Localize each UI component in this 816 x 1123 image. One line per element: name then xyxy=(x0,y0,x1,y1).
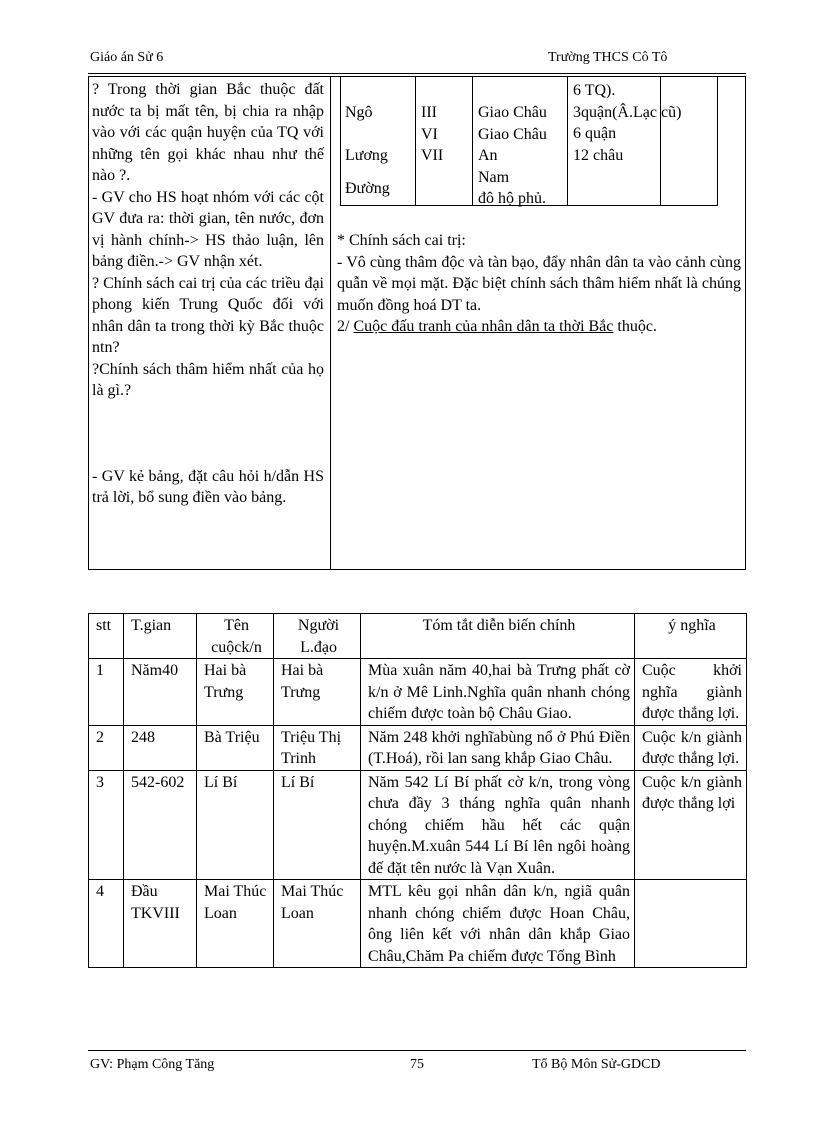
admin-units xyxy=(573,80,681,205)
country-name: đô hộ phủ. xyxy=(478,190,546,207)
admin-unit: 12 châu xyxy=(573,146,624,164)
col-name: Tên cuộck/n xyxy=(197,614,274,659)
table-row: 1 Năm40 Hai bà Trưng Hai bà Trưng Mùa xuân năm 40,hai bà Trưng phất cờ k/n ở Mê Linh.Nghĩa quân nhanh chóng chiếm được toàn bộ Châu Giao. Cuộc khởi nghĩa giành được thắng lợi. xyxy=(89,659,747,726)
col-time: T.gian xyxy=(124,614,197,659)
col-stt: stt xyxy=(89,614,124,659)
footer-right: Tổ Bộ Môn Sử-GDCD xyxy=(532,1057,661,1072)
lesson-box xyxy=(88,76,746,570)
dynasty-name: Ngô xyxy=(345,104,373,121)
policy-title: * Chính sách cai trị: xyxy=(337,232,466,249)
footer-rule xyxy=(88,1050,746,1051)
table-row: 3 542-602 Lí Bí Lí Bí Năm 542 Lí Bí phất cờ k/n, trong vòng chưa đầy 3 tháng nghĩa quân nhanh chóng chiếm hầu hết các quận huyện.M.xuân 544 Lí Bí lên ngôi hoàng đế đặt tên nước là Vạn Xuân. Cuộc k/n giành được thắng lợi xyxy=(89,770,747,880)
dynasty-table xyxy=(340,77,718,206)
century: VII xyxy=(421,147,444,164)
admin-unit: 6 quận xyxy=(573,125,617,142)
dynasty-name: Đường xyxy=(345,179,390,197)
country-names xyxy=(478,102,564,205)
country-name: Giao Châu xyxy=(478,104,547,121)
policy-section xyxy=(337,230,741,338)
col-leader: Người L.đạo xyxy=(274,614,361,659)
page-number: 75 xyxy=(410,1057,424,1072)
dynasty-names xyxy=(345,102,390,205)
policy-body: - Vô cùng thâm độc và tàn bạo, đẩy nhân dân ta vào cảnh cùng quẫn về mọi mặt. Đặc biệt chính sách thâm hiểm nhất là chúng muốn đồng hoá DT ta. xyxy=(337,253,741,314)
question-country-name: ? Trong thời gian Bắc thuộc đất nước ta bị mất tên, bị chia ra nhập vào với các quận huyện của TQ với những tên gọi khác nhau như thế nào ?. xyxy=(92,81,324,184)
section-title: Cuộc đấu tranh của nhân dân ta thời Bắc xyxy=(353,318,614,335)
teacher-activities xyxy=(92,79,324,509)
col-meaning: ý nghĩa xyxy=(635,614,747,659)
question-policy: ? Chính sách cai trị của các triều đại phong kiến Trung Quốc đối với nhân dân ta trong thời kỳ Bắc thuộc ntn? xyxy=(92,274,324,356)
group-activity: - GV cho HS hoạt nhóm với các cột GV đưa ra: thời gian, tên nước, đơn vị hành chính-> HS thảo luận, lên bảng điền.-> GV nhận xét. xyxy=(92,188,324,270)
table-row: 2 248 Bà Triệu Triệu Thị Trinh Năm 248 khởi nghĩabùng nổ ở Phú Điền (T.Hoá), rồi lan sang khắp Giao Châu. Cuộc k/n giành được thắng lợi. xyxy=(89,725,747,770)
header-rule xyxy=(88,73,746,74)
header-right: Trường THCS Cô Tô xyxy=(548,50,668,65)
country-name: Giao Châu xyxy=(478,125,547,143)
section-heading: 2/ Cuộc đấu tranh của nhân dân ta thời Bắc thuộc. xyxy=(337,318,657,335)
question-insidious-policy: ?Chính sách thâm hiểm nhất của họ là gì.? xyxy=(92,360,324,399)
col-summary: Tóm tắt diễn biến chính xyxy=(361,614,635,659)
column-divider xyxy=(330,77,331,569)
dynasty-name: Lương xyxy=(345,147,388,164)
table-header-row xyxy=(89,614,747,659)
century: VI xyxy=(421,125,438,143)
admin-unit: 6 TQ). xyxy=(573,82,616,99)
footer-left: GV: Phạm Công Tăng xyxy=(90,1057,215,1072)
table-activity: - GV kẻ bảng, đặt câu hỏi h/dẫn HS trả lời, bổ sung điền vào bảng. xyxy=(92,467,324,506)
table-row: 4 Đầu TKVIII Mai Thúc Loan Mai Thúc Loan MTL kêu gọi nhân dân k/n, ngiã quân nhanh chóng chiếm được Hoan Châu, ông liên kết với nhân dân khắp Giao Châu,Chăm Pa chiếm được Tống Bình xyxy=(89,880,747,968)
country-name: An Nam xyxy=(478,147,510,186)
century: III xyxy=(421,104,437,121)
admin-unit: 3quận(Â.Lạc cũ) xyxy=(573,103,682,121)
header-left: Giáo án Sử 6 xyxy=(90,50,164,65)
dynasty-centuries xyxy=(421,102,443,205)
uprisings-table xyxy=(88,613,747,968)
